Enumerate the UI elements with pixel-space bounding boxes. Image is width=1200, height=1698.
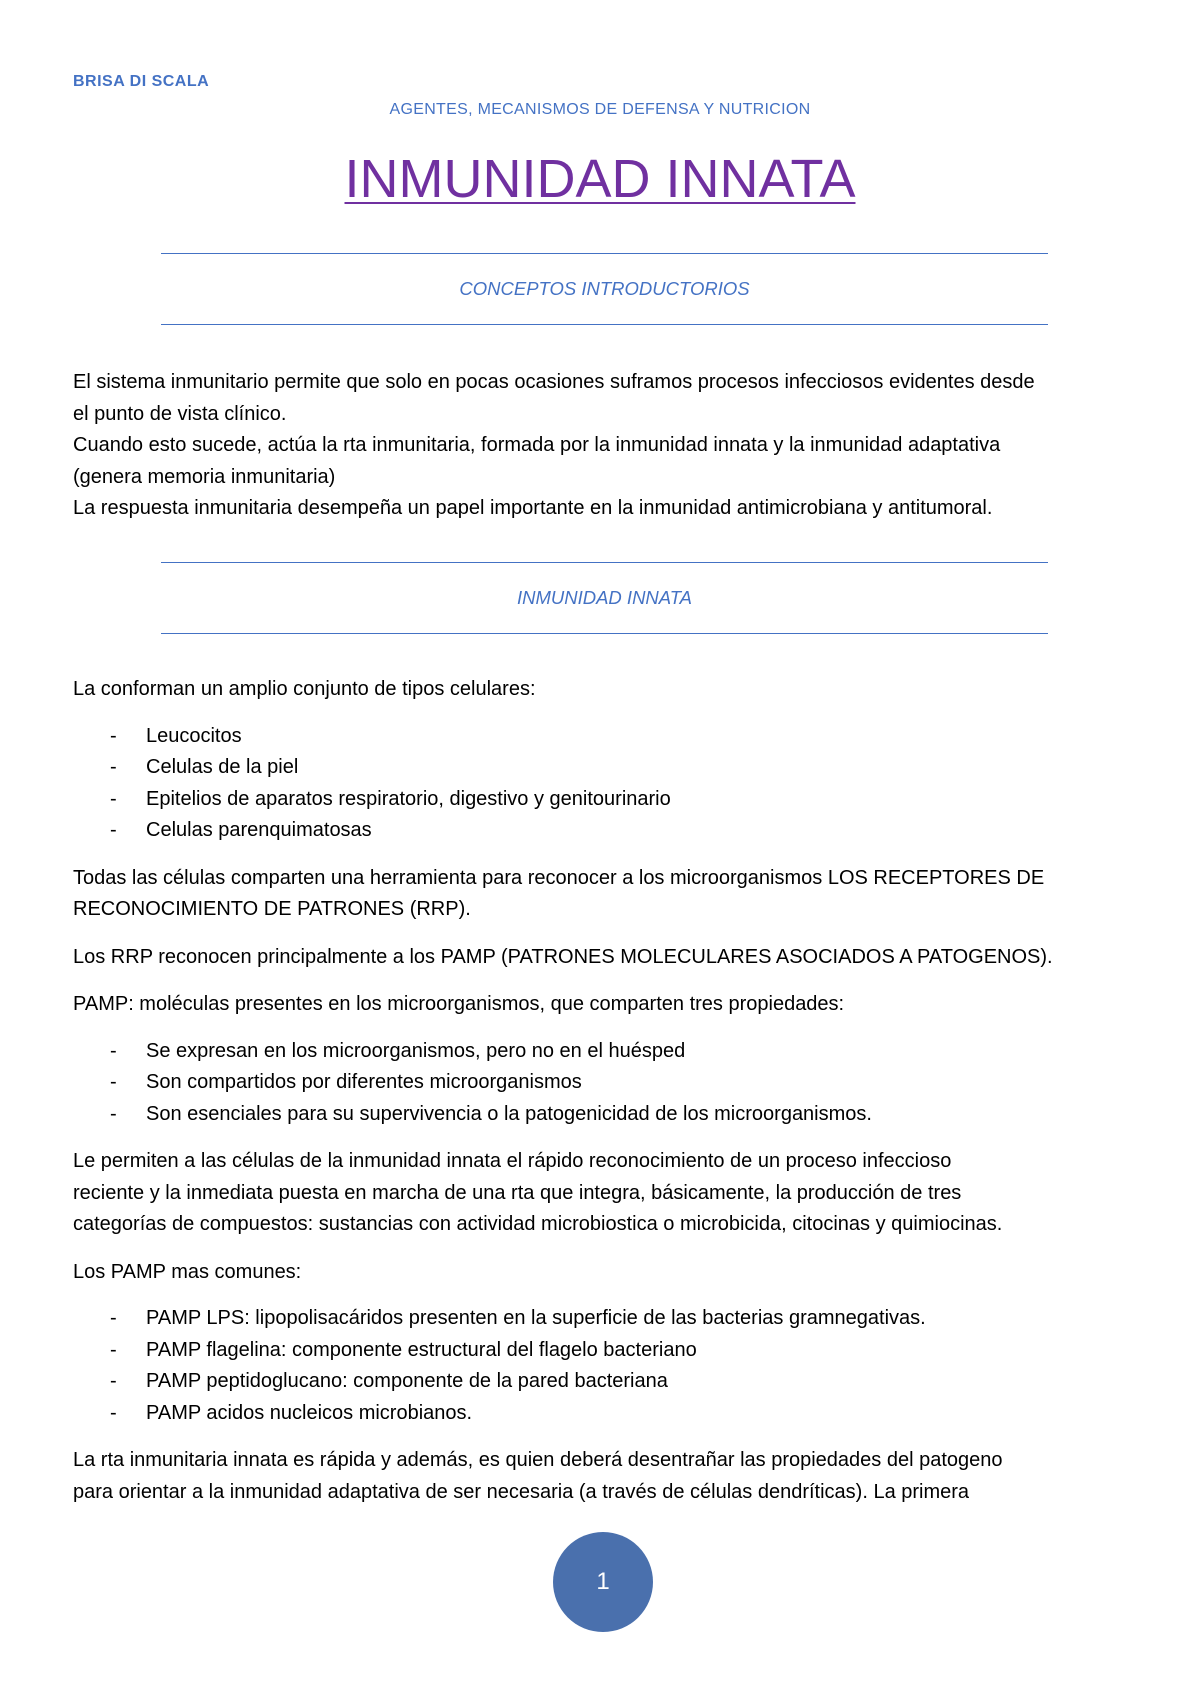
section-heading-intro xyxy=(161,253,1048,325)
list-item: - Celulas parenquimatosas xyxy=(73,815,1133,847)
subject-header: AGENTES, MECANISMOS DE DEFENSA Y NUTRICION xyxy=(389,101,811,118)
cell-types-list xyxy=(73,721,1133,847)
innate-content xyxy=(73,674,1133,1508)
section-heading-innate xyxy=(161,562,1048,634)
innate-paragraph-2 xyxy=(73,863,1133,926)
page-title xyxy=(0,149,1200,209)
list-item: - Se expresan en los microorganismos, pero no en el huésped xyxy=(73,1036,1133,1068)
text-line: La rta inmunitaria innata es rápida y además, es quien deberá desentrañar las propiedades del patogeno xyxy=(73,1449,1003,1471)
page-title-text: INMUNIDAD INNATA xyxy=(344,149,856,209)
list-item: - Son compartidos por diferentes microorganismos xyxy=(73,1067,1133,1099)
innate-paragraph-5 xyxy=(73,1146,1133,1241)
list-item: - Celulas de la piel xyxy=(73,752,1133,784)
intro-paragraph xyxy=(73,367,1133,525)
intro-line: (genera memoria inmunitaria) xyxy=(73,465,336,488)
common-pamps-list xyxy=(73,1303,1133,1429)
list-item: - Leucocitos xyxy=(73,721,1133,753)
intro-line: Cuando esto sucede, actúa la rta inmunitaria, formada por la inmunidad innata y la inmunidad adaptativa xyxy=(73,434,1001,456)
list-item: - PAMP LPS: lipopolisacáridos presenten en la superficie de las bacterias gramnegativas. xyxy=(73,1303,1133,1335)
text-line: para orientar a la inmunidad adaptativa de ser necesaria (a través de células dendríticas). La primera xyxy=(73,1480,970,1503)
author-name: BRISA DI SCALA xyxy=(73,73,210,90)
pamp-properties-list xyxy=(73,1036,1133,1131)
section-heading-innate-label: INMUNIDAD INNATA xyxy=(516,587,693,608)
text-line: reciente y la inmediata puesta en marcha de una rta que integra, básicamente, la producción de tres xyxy=(73,1181,962,1204)
page-number-badge: 1 xyxy=(553,1532,653,1632)
list-item: - PAMP flagelina: componente estructural del flagelo bacteriano xyxy=(73,1335,1133,1367)
intro-line: La respuesta inmunitaria desempeña un papel importante en la inmunidad antimicrobiana y antitumoral. xyxy=(73,497,993,519)
innate-paragraph-3: Los RRP reconocen principalmente a los PAMP (PATRONES MOLECULARES ASOCIADOS A PATOGENOS). xyxy=(73,945,1053,968)
section-heading-intro-label: CONCEPTOS INTRODUCTORIOS xyxy=(459,278,750,299)
intro-line: El sistema inmunitario permite que solo en pocas ocasiones suframos procesos infecciosos evidentes desde xyxy=(73,371,1035,393)
text-line: Todas las células comparten una herramienta para reconocer a los microorganismos LOS RECEPTORES DE xyxy=(73,866,1045,889)
list-item: - Epitelios de aparatos respiratorio, digestivo y genitourinario xyxy=(73,784,1133,816)
list-item: - PAMP peptidoglucano: componente de la pared bacteriana xyxy=(73,1366,1133,1398)
innate-paragraph-7 xyxy=(73,1445,1133,1508)
text-line: Le permiten a las células de la inmunidad innata el rápido reconocimiento de un proceso infeccioso xyxy=(73,1150,952,1172)
list-item: - PAMP acidos nucleicos microbianos. xyxy=(73,1398,1133,1430)
innate-paragraph-1: La conforman un amplio conjunto de tipos celulares: xyxy=(73,678,536,700)
text-line: categorías de compuestos: sustancias con actividad microbiostica o microbicida, citocinas y quimiocinas. xyxy=(73,1213,1003,1235)
innate-paragraph-4: PAMP: moléculas presentes en los microorganismos, que comparten tres propiedades: xyxy=(73,993,845,1015)
list-item: - Son esenciales para su supervivencia o la patogenicidad de los microorganismos. xyxy=(73,1099,1133,1131)
text-line: RECONOCIMIENTO DE PATRONES (RRP). xyxy=(73,898,471,920)
intro-line: el punto de vista clínico. xyxy=(73,402,287,425)
innate-paragraph-6: Los PAMP mas comunes: xyxy=(73,1260,302,1283)
